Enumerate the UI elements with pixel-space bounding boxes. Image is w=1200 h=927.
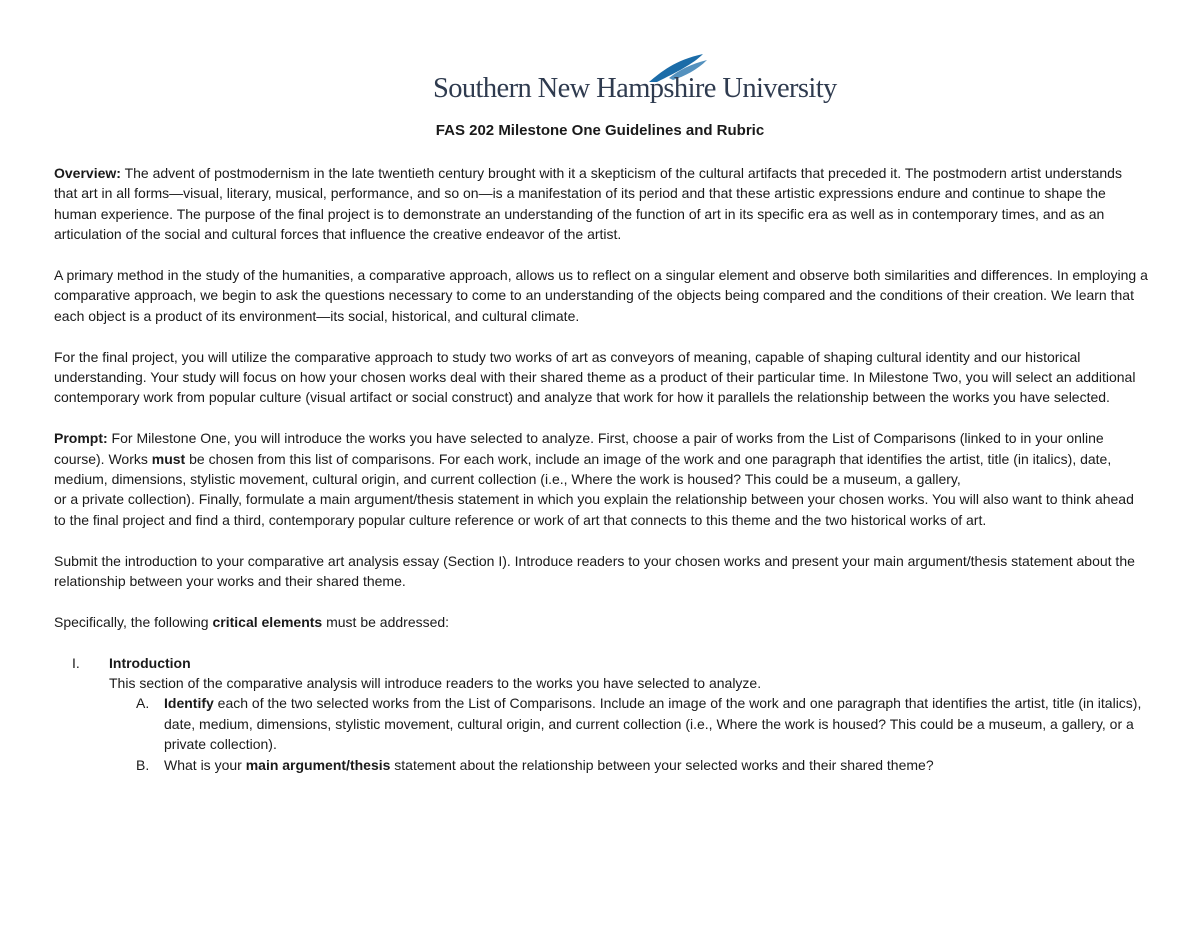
prompt-line-2: medium, dimensions, stylistic movement, cultural origin, and current collection (i.e., Where the work is housed? This could be a museum, a gallery, xyxy=(54,471,961,488)
sub-item-text: What is your xyxy=(164,756,246,773)
critical-intro-text: Specifically, the following xyxy=(54,613,213,630)
critical-intro-text-end: must be addressed: xyxy=(322,613,450,630)
university-wordmark: Southern New Hampshire University xyxy=(433,73,837,104)
prompt-line-3: or a private collection). Finally, formulate a main argument/thesis statement in which you explain the relationship between your chosen works. You will also want to think ahead to the final project and find a third, contemporary popular culture reference or work of art that connects to this theme and the two historical works of art. xyxy=(54,491,1134,528)
critical-elements-list xyxy=(54,653,1148,775)
prompt-emphasis: must xyxy=(151,450,186,467)
prompt-text-continued: be chosen from this list of comparisons. For each work, include an image of the work and one paragraph that identifies the artist, title (in italics), date, xyxy=(185,450,1112,467)
section-marker: I. xyxy=(72,654,80,671)
prompt-text: For Milestone One, you will introduce the works you have selected to analyze. First, choose a pair of works from the List of Comparisons (linked to in your online course). Works xyxy=(54,430,1104,467)
critical-elements-label: critical elements xyxy=(212,613,323,630)
sub-item-text-end: statement about the relationship between your selected works and their shared theme? xyxy=(390,756,934,773)
university-logo xyxy=(433,52,837,104)
sub-item-thesis xyxy=(136,755,1148,775)
section-title: Introduction xyxy=(109,654,191,671)
prompt-paragraph xyxy=(54,428,1148,469)
section-description: This section of the comparative analysis will introduce readers to the works you have selected to analyze. xyxy=(109,675,762,692)
comparative-approach-paragraph: A primary method in the study of the humanities, a comparative approach, allows us to reflect on a singular element and observe both similarities and differences. In employing a comparative approach, we begin to ask the questions necessary to come to an understanding of the objects being compared and the conditions of their creation. We learn that each object is a product of its environment—its social, historical, and cultural climate. xyxy=(54,267,1148,324)
document-title: FAS 202 Milestone One Guidelines and Rubric xyxy=(435,122,765,139)
overview-paragraph xyxy=(54,163,1148,245)
sub-item-bold: Identify xyxy=(164,695,214,712)
final-project-paragraph: For the final project, you will utilize the comparative approach to study two works of art as conveyors of meaning, capable of shaping cultural identity and our historical understanding. Your study will focus on how your chosen works deal with their shared theme as a product of their particular time. In Milestone Two, you will select an additional contemporary work from popular culture (visual artifact or social construct) and analyze that work for how it parallels the relationship between the works you have selected. xyxy=(54,348,1136,406)
sub-item-identify xyxy=(136,693,1148,754)
section-introduction xyxy=(54,653,1148,775)
overview-label: Overview: xyxy=(54,165,121,181)
sub-item-bold: main argument/thesis xyxy=(245,756,391,773)
overview-text: The advent of postmodernism in the late twentieth century brought with it a skepticism of the cultural artifacts that preceded it. The postmodern artist understands that art in all forms—visual, literary, musical, performance, and so on—is a manifestation of its period and that these artistic expressions endure and continue to shape the human experience. The purpose of the final project is to demonstrate an understanding of the function of art in its specific era as well as in contemporary times, and as an articulation of the social and cultural forces that influence the creative endeavor of the artist. xyxy=(54,165,1122,243)
prompt-label: Prompt: xyxy=(54,430,108,447)
sub-item-text: each of the two selected works from the List of Comparisons. Include an image of the work and one paragraph that identifies the artist, title (in italics), date, medium, dimensions, stylistic movement, cultural origin, and current collection (i.e., Where the work is housed? This could be a museum, a gallery, or a private collection). xyxy=(164,695,1142,753)
critical-elements-intro xyxy=(54,612,1148,632)
sub-items-list xyxy=(109,693,1148,775)
sub-item-marker: A. xyxy=(136,695,150,712)
submit-paragraph: Submit the introduction to your comparative art analysis essay (Section I). Introduce readers to your chosen works and present your main argument/thesis statement about the relationship between your works and their shared theme. xyxy=(54,552,1135,590)
document-body xyxy=(54,163,1148,775)
sub-item-marker: B. xyxy=(136,756,150,773)
